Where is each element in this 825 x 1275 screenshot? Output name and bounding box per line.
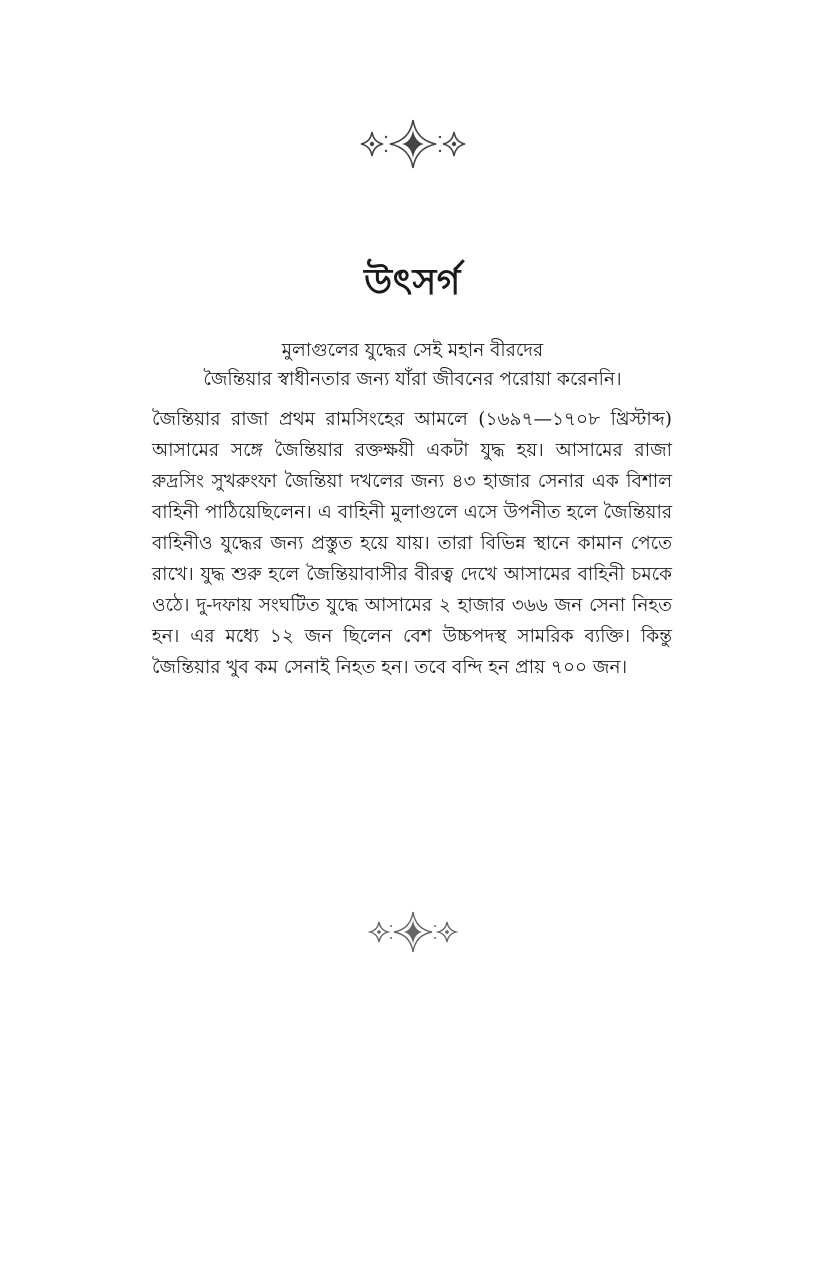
- bottom-ornament: [0, 910, 825, 954]
- dedication-line-1: মুলাগুলের যুদ্ধের সেই মহান বীরদের: [281, 340, 544, 361]
- dedication-block: [140, 336, 685, 394]
- dedication-line-2: জৈন্তিয়ার স্বাধীনতার জন্য যাঁরা জীবনের পরোয়া করেননি।: [203, 369, 622, 390]
- page-title: উৎসর্গ: [364, 261, 461, 303]
- star-ornament-icon: [358, 118, 468, 170]
- top-ornament: [0, 118, 825, 170]
- body-paragraph: জৈন্তিয়ার রাজা প্রথম রামসিংহের আমলে (১৬৯৭—১৭০৮ খ্রিস্টাব্দ) আসামের সঙ্গে জৈন্তিয়ার রক্তক্ষয়ী একটা যুদ্ধ হয়। আসামের রাজা রুদ্রসিং সুখরুংফা জৈন্তিয়া দখলের জন্য ৪৩ হাজার সেনার এক বিশাল বাহিনী পাঠিয়েছিলেন। এ বাহিনী মুলাগুলে এসে উপনীত হলে জৈন্তিয়ার বাহিনীও যুদ্ধের জন্য প্রস্তুত হয়ে যায়। তারা বিভিন্ন স্থানে কামান পেতে রাখে। যুদ্ধ শুরু হলে জৈন্তিয়াবাসীর বীরত্ব দেখে আসামের বাহিনী চমকে ওঠে। দু-দফায় সংঘটিত যুদ্ধে আসামের ২ হাজার ৩৬৬ জন সেনা নিহত হন। এর মধ্যে ১২ জন ছিলেন বেশ উচ্চপদস্থ সামরিক ব্যক্তি। কিন্তু জৈন্তিয়ার খুব কম সেনাই নিহত হন। তবে বন্দি হন প্রায় ৭০০ জন।: [152, 409, 672, 678]
- star-ornament-icon: [368, 910, 458, 954]
